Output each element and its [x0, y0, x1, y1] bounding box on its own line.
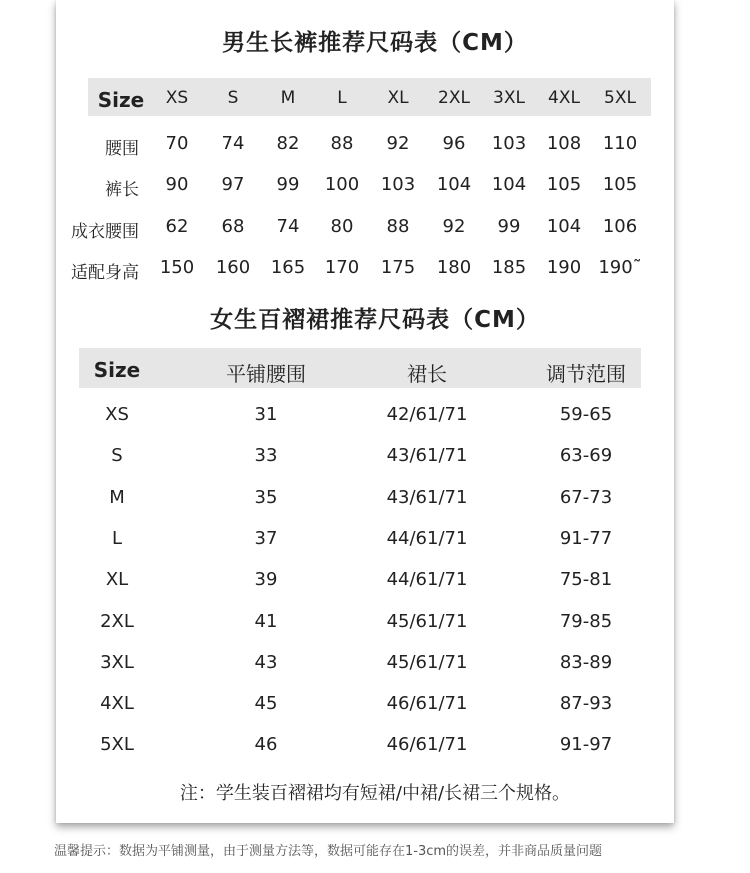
- women-header-cell: 调节范围: [546, 362, 626, 386]
- women-table-cell: 46: [254, 734, 278, 755]
- men-row-label: 成衣腰围: [71, 222, 139, 242]
- men-table-cell: 70: [165, 133, 189, 154]
- men-table-cell: 74: [276, 216, 300, 237]
- measurement-disclaimer: 温馨提示：数据为平铺测量，由于测量方法等，数据可能存在1-3cm的误差，并非商品质量问题: [54, 844, 603, 859]
- women-table-cell: 35: [254, 487, 278, 508]
- men-table-cell: 100: [324, 174, 360, 195]
- men-header-size-col: 5XL: [604, 88, 636, 108]
- men-header-size-col: XL: [387, 88, 409, 108]
- men-table-cell: 108: [546, 133, 582, 154]
- men-row-label: 裤长: [105, 180, 139, 200]
- men-table-cell: 175: [380, 257, 416, 278]
- men-table-cell: 92: [386, 133, 410, 154]
- women-table-cell: 45: [254, 693, 278, 714]
- men-row-label: 腰围: [105, 139, 139, 159]
- women-table-cell: 46/61/71: [386, 693, 468, 714]
- men-table-cell: 165: [270, 257, 306, 278]
- women-table-cell: 67-73: [559, 487, 613, 508]
- women-table-cell: 79-85: [559, 611, 613, 632]
- women-header-cell: Size: [93, 358, 141, 382]
- men-table-cell: 180: [436, 257, 472, 278]
- men-table-cell: 160: [215, 257, 251, 278]
- women-header-cell: 平铺腰围: [226, 362, 306, 386]
- men-table-cell: 104: [491, 174, 527, 195]
- men-table-cell: 90: [165, 174, 189, 195]
- men-table-cell: 150: [159, 257, 195, 278]
- skirt-length-note: 注：学生装百褶裙均有短裙/中裙/长裙三个规格。: [179, 783, 571, 804]
- women-row-size: XS: [105, 404, 129, 425]
- men-table-cell: 105: [546, 174, 582, 195]
- men-table-cell: 170: [324, 257, 360, 278]
- men-header-size-col: L: [337, 88, 347, 108]
- men-table-cell: 104: [436, 174, 472, 195]
- women-table-cell: 63-69: [559, 445, 613, 466]
- women-table-cell: 39: [254, 569, 278, 590]
- men-table-cell: 106: [602, 216, 638, 237]
- women-table-cell: 44/61/71: [386, 569, 468, 590]
- men-table-cell: 105: [602, 174, 638, 195]
- women-table-cell: 37: [254, 528, 278, 549]
- men-table-cell: 80: [330, 216, 354, 237]
- men-table-cell: 103: [491, 133, 527, 154]
- women-row-size: 4XL: [100, 693, 134, 714]
- men-table-cell: 190: [546, 257, 582, 278]
- men-header-size-col: XS: [165, 88, 189, 108]
- women-table-cell: 42/61/71: [386, 404, 468, 425]
- men-table-cell: 82: [276, 133, 300, 154]
- women-table-cell: 46/61/71: [386, 734, 468, 755]
- women-table-cell: 43/61/71: [386, 445, 468, 466]
- men-header-size-col: S: [227, 88, 239, 108]
- men-header-size-col: 4XL: [548, 88, 580, 108]
- men-size-table-title: 男生长裤推荐尺码表（CM）: [222, 30, 528, 56]
- men-table-cell: 99: [276, 174, 300, 195]
- women-table-cell: 43/61/71: [386, 487, 468, 508]
- men-row-label: 适配身高: [71, 263, 139, 283]
- men-table-cell: 88: [330, 133, 354, 154]
- women-table-cell: 45/61/71: [386, 611, 468, 632]
- men-header-size-col: 3XL: [493, 88, 525, 108]
- women-row-size: L: [111, 528, 123, 549]
- women-table-cell: 91-97: [559, 734, 613, 755]
- men-table-cell: 190˜: [598, 257, 642, 278]
- women-row-size: S: [111, 445, 123, 466]
- men-table-cell: 92: [442, 216, 466, 237]
- women-table-cell: 75-81: [559, 569, 613, 590]
- men-table-cell: 74: [221, 133, 245, 154]
- men-table-cell: 68: [221, 216, 245, 237]
- men-header-size-col: M: [280, 88, 296, 108]
- women-table-cell: 41: [254, 611, 278, 632]
- women-table-cell: 91-77: [559, 528, 613, 549]
- women-header-cell: 裙长: [407, 362, 447, 386]
- women-row-size: 2XL: [100, 611, 134, 632]
- women-table-cell: 33: [254, 445, 278, 466]
- men-table-cell: 185: [491, 257, 527, 278]
- women-row-size: XL: [105, 569, 129, 590]
- women-row-size: M: [109, 487, 125, 508]
- women-row-size: 3XL: [100, 652, 134, 673]
- women-table-cell: 83-89: [559, 652, 613, 673]
- men-header-size: Size: [97, 88, 145, 112]
- women-table-cell: 44/61/71: [386, 528, 468, 549]
- women-size-table-title: 女生百褶裙推荐尺码表（CM）: [210, 307, 540, 333]
- men-table-cell: 96: [442, 133, 466, 154]
- women-table-cell: 45/61/71: [386, 652, 468, 673]
- women-table-cell: 31: [254, 404, 278, 425]
- men-table-cell: 88: [386, 216, 410, 237]
- women-table-cell: 59-65: [559, 404, 613, 425]
- women-table-cell: 87-93: [559, 693, 613, 714]
- men-table-cell: 104: [546, 216, 582, 237]
- women-row-size: 5XL: [100, 734, 134, 755]
- men-table-cell: 62: [165, 216, 189, 237]
- women-table-cell: 43: [254, 652, 278, 673]
- men-table-cell: 97: [221, 174, 245, 195]
- men-header-size-col: 2XL: [438, 88, 470, 108]
- men-table-cell: 103: [380, 174, 416, 195]
- men-table-cell: 99: [497, 216, 521, 237]
- men-table-cell: 110: [602, 133, 638, 154]
